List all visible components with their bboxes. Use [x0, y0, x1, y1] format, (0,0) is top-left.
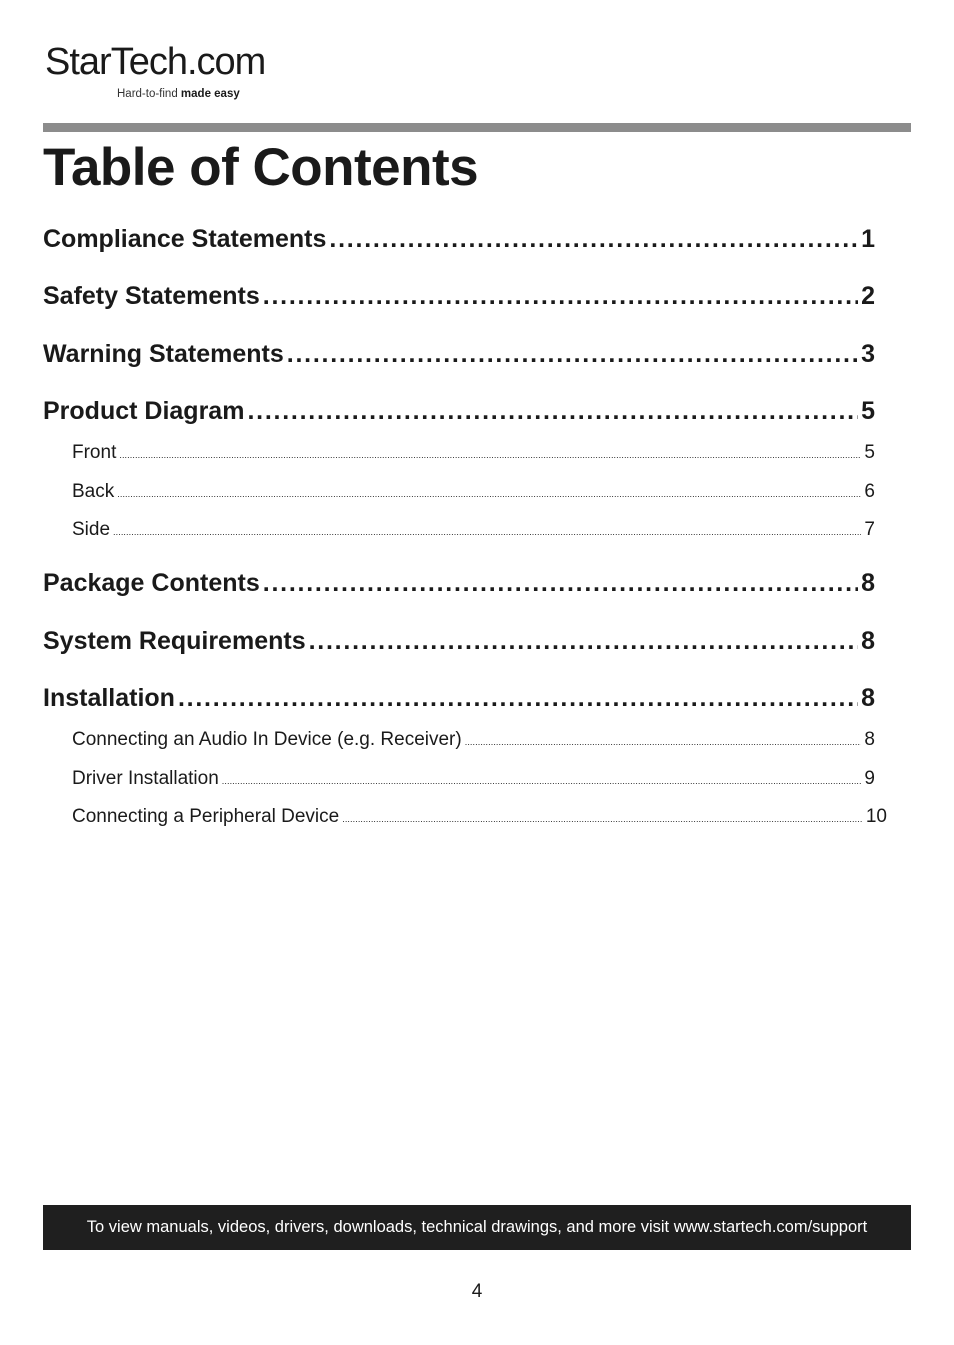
dot-leader: [119, 450, 861, 460]
toc-entry-label: System Requirements: [43, 627, 306, 655]
logo-wordmark: StarTech.com: [45, 41, 266, 83]
toc-entry-page: 8: [864, 729, 875, 750]
dot-leader: [117, 489, 861, 499]
toc-entry-label: Compliance Statements: [43, 225, 327, 253]
dot-leader: [178, 684, 858, 713]
support-banner: [43, 1205, 911, 1250]
dot-leader: [342, 814, 863, 824]
dot-leader: [263, 282, 858, 311]
toc-entry-label: Side: [72, 519, 111, 540]
header-divider: [43, 123, 911, 132]
toc-entry-safety-statements[interactable]: [43, 282, 875, 311]
toc-entry-page: 6: [864, 481, 875, 502]
toc-entry-package-contents[interactable]: [43, 569, 875, 598]
toc-entry-label: Package Contents: [43, 569, 260, 597]
toc-entry-page: 8: [861, 684, 875, 712]
logo-tagline: [117, 88, 240, 100]
toc-entry-label: Back: [72, 481, 115, 502]
toc-entry-connecting-audio-in-device[interactable]: [72, 729, 875, 751]
toc-entry-back[interactable]: [72, 481, 875, 503]
toc-entry-page: 5: [861, 397, 875, 425]
toc-entry-warning-statements[interactable]: [43, 340, 875, 369]
toc-entry-page: 8: [861, 569, 875, 597]
toc-entry-label: Front: [72, 442, 117, 463]
toc-entry-page: 1: [861, 225, 875, 253]
toc-entry-page: 10: [865, 806, 887, 827]
dot-leader: [222, 776, 862, 786]
dot-leader: [465, 737, 862, 747]
toc-entry-installation[interactable]: [43, 684, 875, 713]
page-number: 4: [471, 1281, 483, 1302]
support-banner-text: To view manuals, videos, drivers, downloads, technical drawings, and more visit www.startech.com/support: [86, 1218, 868, 1236]
toc-entry-page: 3: [861, 340, 875, 368]
tagline-bold: made easy: [180, 88, 240, 100]
toc-entry-connecting-peripheral-device[interactable]: [72, 806, 887, 828]
dot-leader: [113, 527, 861, 537]
toc-entry-page: 5: [864, 442, 875, 463]
toc-entry-page: 7: [864, 519, 875, 540]
toc-entry-page: 8: [861, 627, 875, 655]
dot-leader: [287, 340, 858, 369]
toc-entry-label: Warning Statements: [43, 340, 284, 368]
toc-entry-side[interactable]: [72, 519, 875, 541]
toc-entry-label: Connecting an Audio In Device (e.g. Receiver): [72, 729, 462, 750]
startech-logo: [45, 40, 285, 110]
toc-entry-system-requirements[interactable]: [43, 627, 875, 656]
toc-entry-compliance-statements[interactable]: [43, 225, 875, 254]
toc-entry-page: 2: [861, 282, 875, 310]
dot-leader: [309, 627, 858, 656]
page-title: Table of Contents: [43, 138, 479, 197]
dot-leader: [263, 569, 858, 598]
tagline-regular: Hard-to-find: [117, 88, 178, 100]
toc-entry-page: 9: [864, 768, 875, 789]
toc-entry-label: Installation: [43, 684, 175, 712]
toc-entry-label: Safety Statements: [43, 282, 260, 310]
toc-entry-label: Product Diagram: [43, 397, 245, 425]
toc-entry-driver-installation[interactable]: [72, 768, 875, 790]
dot-leader: [329, 225, 858, 254]
toc-entry-product-diagram[interactable]: [43, 397, 875, 426]
dot-leader: [247, 397, 858, 426]
toc-entry-front[interactable]: [72, 442, 875, 464]
toc-entry-label: Connecting a Peripheral Device: [72, 806, 340, 827]
toc-entry-label: Driver Installation: [72, 768, 219, 789]
